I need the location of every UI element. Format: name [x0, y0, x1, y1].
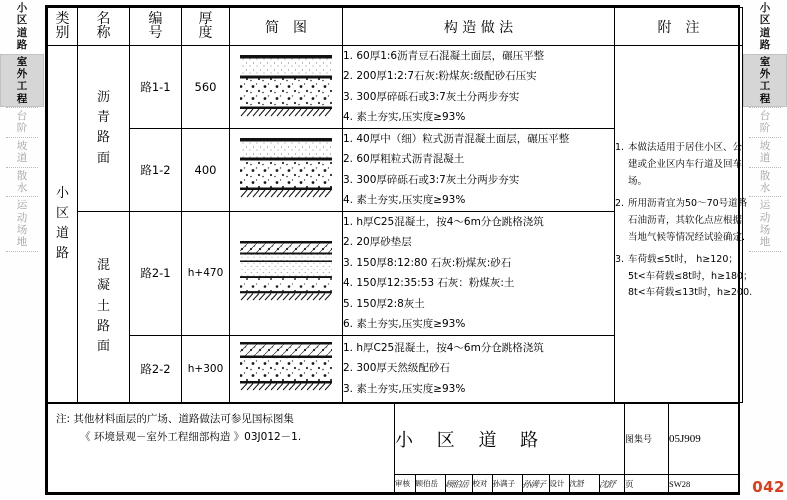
cross-section-asphalt-1 [238, 47, 334, 123]
name-char: 青 [96, 110, 110, 126]
left-rail-item-podao[interactable] [0, 138, 44, 167]
rail-char: 小 [759, 2, 771, 14]
atlas-number-value: 05J909 [669, 403, 739, 474]
method-line: 4. 素土夯实,压实度≥93% [343, 194, 466, 207]
name-char: 凝 [96, 278, 110, 294]
cell-remarks [615, 46, 753, 403]
right-tab-rail [743, 0, 787, 500]
right-rail-item-taijie[interactable] [743, 108, 787, 137]
category-char: 路 [55, 245, 69, 261]
right-rail-item-sanshui[interactable] [743, 168, 787, 197]
remark-line: 场。 [628, 176, 648, 188]
sig-role-shenhe: 审核 [395, 475, 415, 492]
cross-section-concrete-2 [238, 336, 334, 398]
method-line: 1. 60厚1:6沥青豆石混凝土面层，碾压平整 [343, 50, 545, 62]
cell-thickness-lu1-1: 560 [182, 46, 230, 129]
rail-char: 台 [759, 110, 771, 122]
method-line: 2. 200厚1:2:7石灰:粉煤灰:级配砂石压实 [343, 70, 537, 83]
cell-code-lu1-2: 路1-2 [130, 128, 182, 211]
method-line: 2. 300厚天然级配砂石 [343, 362, 450, 375]
cell-thickness-lu2-2: h+300 [182, 335, 230, 402]
rail-char: 地 [16, 236, 28, 249]
header-diagram: 简 图 [230, 8, 343, 46]
rail-char: 场 [16, 224, 28, 236]
right-rail-heading [743, 0, 787, 54]
cell-construction-lu1-1 [343, 46, 615, 129]
remark-body [628, 196, 747, 247]
drawing-title: 小 区 道 路 [395, 403, 625, 474]
rail-char: 道 [759, 26, 771, 39]
left-rail-item-taijie[interactable] [0, 108, 44, 137]
cell-code-lu2-1: 路2-1 [130, 211, 182, 335]
rail-char: 运 [16, 199, 28, 212]
rail-char: 室 [759, 55, 771, 68]
rail-char: 台 [16, 110, 28, 122]
method-line: 5. 150厚2:8灰土 [343, 297, 425, 310]
method-line: 2. 60厚粗粒式沥青混凝土 [343, 153, 465, 166]
rail-char: 散 [759, 169, 771, 182]
rail-char: 水 [759, 181, 771, 194]
remark-line: 8t<车荷载≤13t时，h≥200. [628, 287, 753, 299]
method-line: 4. 150厚12:35:53 石灰：粉煤灰:土 [343, 277, 515, 290]
cross-section-concrete-1 [238, 235, 334, 307]
method-line: 3. 150厚8:12:80 石灰:粉煤灰:砂石 [343, 256, 512, 269]
remark-line: 车荷载≤5t时， h≥120； [628, 253, 738, 265]
cell-bottom-note [48, 403, 395, 492]
rail-char: 道 [16, 152, 28, 165]
table-row [48, 46, 743, 129]
header-char: 类 [55, 11, 70, 27]
header-char: 度 [198, 25, 213, 41]
remark-item [615, 140, 742, 191]
sig-mark-jiaodui: 孙满子 [521, 475, 550, 492]
right-rail-item-podao[interactable] [743, 138, 787, 167]
left-rail-item-sanshui[interactable] [0, 168, 44, 197]
cell-category-xiaoqu-daolu [48, 46, 78, 403]
remark-body [628, 252, 753, 303]
method-line: 3. 300厚碎砾石或3:7灰土分两步夯实 [343, 173, 520, 186]
cell-diagram-lu2-2 [230, 335, 343, 402]
remark-line: 5t<车荷载≤8t时，h≥180； [628, 270, 753, 282]
right-rail-item-shiwaigongcheng[interactable] [743, 54, 787, 108]
remark-item [615, 252, 753, 303]
remark-number: 3. [615, 253, 625, 265]
cell-code-lu2-2: 路2-2 [130, 335, 182, 402]
name-char: 路 [96, 318, 110, 334]
header-category [48, 8, 78, 46]
method-line: 1. h厚C25混凝土，按4～6m分仓跳格浇筑 [343, 341, 544, 354]
remark-item [615, 196, 748, 247]
cell-signatures [395, 475, 625, 493]
header-thickness [182, 8, 230, 46]
page-value: SW28 [669, 475, 739, 493]
sig-name-shenhe: 顾伯岳 [415, 475, 445, 492]
cell-name-liqing-lumian [78, 46, 130, 212]
name-char: 面 [96, 338, 110, 354]
remark-line: 本做法适用于居住小区、公 [628, 142, 743, 154]
remark-body [628, 140, 742, 191]
sig-name-sheji: 沈舒 [569, 475, 599, 492]
cell-construction-lu2-1 [343, 211, 615, 335]
page-label: 页 [625, 475, 669, 493]
signature-table [395, 475, 625, 492]
method-line: 3. 300厚碎砾石或3:7灰土分两步夯实 [343, 90, 520, 103]
header-remarks: 附 注 [615, 8, 743, 46]
name-char: 面 [96, 150, 110, 166]
cell-code-lu1-1: 路1-1 [130, 46, 182, 129]
right-rail-item-yundongchangdi[interactable] [743, 197, 787, 251]
sig-mark-shenhe: 顾伯岳 [444, 475, 473, 492]
left-rail-heading-char: 路 [16, 39, 28, 52]
cell-name-hunningtu-lumian [78, 211, 130, 402]
header-code [130, 8, 182, 46]
header-char: 厚 [198, 11, 213, 27]
left-tab-rail [0, 0, 44, 500]
left-rail-heading-char: 区 [16, 14, 28, 27]
rail-char: 程 [16, 92, 28, 105]
header-char: 名 [96, 11, 111, 27]
rail-char: 道 [759, 152, 771, 165]
cell-diagram-lu1-2 [230, 128, 343, 211]
rail-char: 外 [759, 67, 771, 80]
cell-construction-lu1-2 [343, 128, 615, 211]
sig-name-jiaodui: 孙满子 [492, 475, 522, 492]
rail-char: 工 [759, 80, 771, 93]
header-name [78, 8, 130, 46]
name-char: 路 [96, 130, 110, 146]
bottom-note-line2: 《 环境景观－室外工程细部构造 》03J012－1. [80, 430, 302, 443]
remark-number: 1. [615, 142, 625, 154]
construction-table [47, 7, 753, 403]
cell-thickness-lu1-2: 400 [182, 128, 230, 211]
header-char: 号 [148, 25, 163, 41]
name-char: 沥 [96, 90, 110, 106]
signature-entries [395, 475, 625, 492]
header-char: 称 [96, 25, 111, 41]
cross-section-asphalt-2 [238, 131, 334, 205]
method-line: 1. 40厚中（细）粒式沥青混凝土面层，碾压平整 [343, 132, 570, 145]
rail-char: 程 [759, 92, 771, 105]
category-char: 小 [55, 185, 69, 201]
category-char: 道 [55, 225, 69, 241]
category-char: 区 [55, 205, 69, 221]
method-line: 2. 20厚砂垫层 [343, 236, 412, 249]
rail-spacer [0, 252, 44, 500]
name-char: 混 [96, 258, 110, 274]
atlas-number-label: 图集号 [625, 403, 669, 474]
bottom-note-line1: 注: 其他材料面层的广场、道路做法可参见国标图集 [56, 412, 294, 425]
bottom-note [48, 404, 394, 451]
drawing-sheet-frame [45, 5, 753, 495]
rail-char: 工 [16, 80, 28, 93]
rail-char: 动 [16, 211, 28, 224]
rail-char: 坡 [16, 139, 28, 152]
header-char: 别 [55, 25, 70, 41]
method-line: 1. h厚C25混凝土，按4～6m分仓跳格浇筑 [343, 215, 544, 228]
remark-line: 石油沥青，其软化点应根据 [628, 214, 743, 226]
remark-number: 2. [615, 197, 625, 209]
left-rail-heading-char: 道 [16, 26, 28, 39]
header-char: 编 [148, 11, 163, 27]
rail-char: 阶 [16, 122, 28, 135]
remark-line: 建或企业区内车行道及回车 [628, 159, 743, 171]
rail-char: 动 [759, 211, 771, 224]
sig-role-sheji: 设计 [549, 475, 569, 492]
rail-char: 室 [16, 55, 28, 68]
rail-char: 场 [759, 224, 771, 236]
cell-thickness-lu2-1: h+470 [182, 211, 230, 335]
left-rail-heading-char: 小 [16, 2, 28, 14]
header-construction: 构 造 做 法 [343, 8, 615, 46]
left-rail-item-yundongchangdi[interactable] [0, 197, 44, 251]
rail-char: 路 [759, 39, 771, 52]
bottom-block [47, 403, 739, 493]
table-header-row [48, 8, 743, 46]
bottom-row [48, 403, 739, 474]
left-rail-heading [0, 0, 44, 54]
rail-char: 阶 [759, 122, 771, 135]
sig-role-jiaodui: 校对 [472, 475, 492, 492]
remark-line: 当地气候等情况经试验确定. [628, 231, 746, 243]
cell-diagram-lu1-1 [230, 46, 343, 129]
rail-char: 水 [16, 181, 28, 194]
method-line: 6. 素土夯实,压实度≥93% [343, 318, 466, 331]
method-line: 4. 素土夯实,压实度≥93% [343, 111, 466, 124]
rail-char: 散 [16, 169, 28, 182]
remark-line: 所用沥青宜为50～70号道路 [628, 197, 748, 209]
name-char: 土 [96, 298, 110, 314]
cell-diagram-lu2-1 [230, 211, 343, 335]
sig-mark-sheji: 沈舒 [598, 479, 616, 490]
rail-char: 坡 [759, 139, 771, 152]
rail-char: 地 [759, 236, 771, 249]
page-number: 042 [752, 478, 785, 496]
rail-char: 运 [759, 199, 771, 212]
rail-char: 区 [759, 14, 771, 27]
method-line: 3. 素土夯实,压实度≥93% [343, 382, 466, 395]
left-rail-item-shiwaigongcheng[interactable] [0, 54, 44, 108]
rail-char: 外 [16, 67, 28, 80]
cell-construction-lu2-2 [343, 335, 615, 402]
